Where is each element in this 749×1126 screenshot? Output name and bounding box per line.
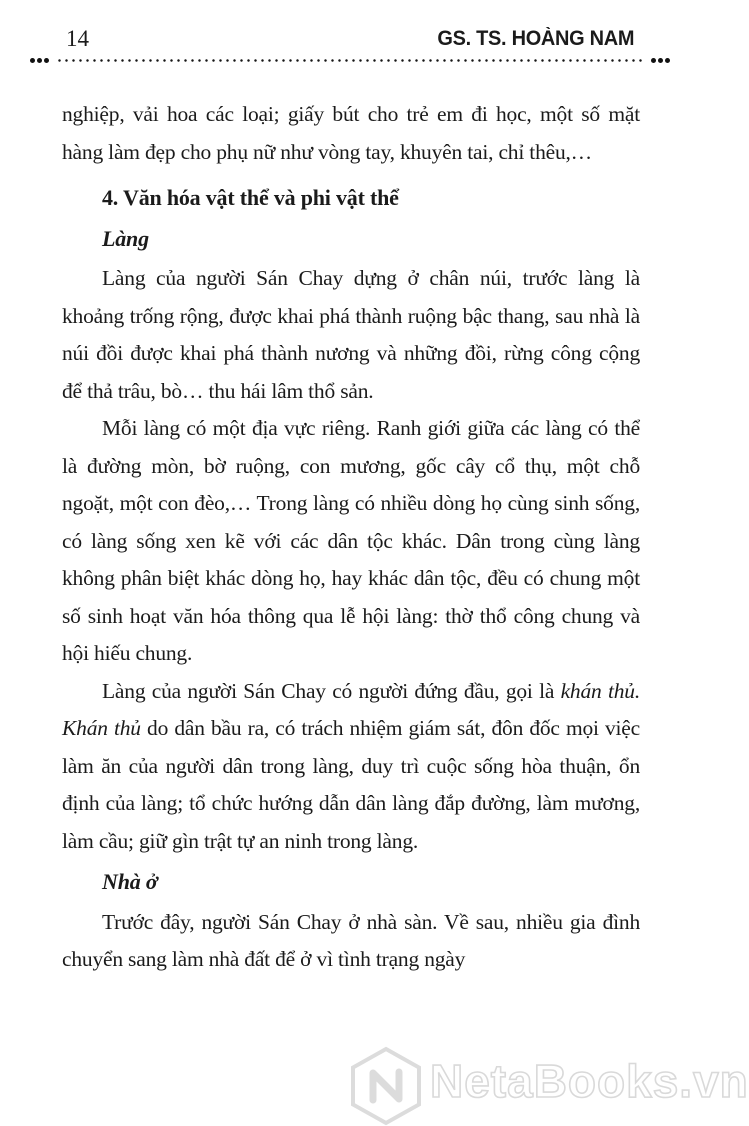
separator-left-dots-icon — [30, 58, 49, 63]
term-khan-thu: khán thủ. Khán thủ — [62, 678, 640, 740]
paragraph-nha-1: Trước đây, người Sán Chay ở nhà sàn. Về sau, nhiều gia đình chuyển sang làm nhà đất để ở vì tình trạng ngày — [62, 909, 640, 971]
paragraph-intro-continued: nghiệp, vải hoa các loại; giấy bút cho trẻ em đi học, một số mặt hàng làm đẹp cho phụ nữ như vòng tay, khuyên tai, chỉ thêu,… — [62, 102, 640, 164]
paragraph-lang-3 — [62, 673, 640, 861]
netabooks-hexagon-logo-icon — [348, 1046, 424, 1126]
sub-heading-nha-o: Nhà ở — [102, 869, 158, 894]
watermark — [348, 1046, 749, 1126]
page-body-text — [62, 96, 640, 979]
running-header — [0, 0, 700, 52]
sub-heading-lang: Làng — [102, 225, 149, 251]
paragraph-lang-3-post: do dân bầu ra, có trách nhiệm giám sát, đôn đốc mọi việc làm ăn của người dân trong làng, duy trì cuộc sống hòa thuận, ổn định của làng; tổ chức hướng dẫn dân làng đắp đường, làm mương, làm cầu; giữ gìn trật tự an ninh trong làng. — [62, 716, 640, 853]
watermark-text: NetaBooks.vn — [430, 1055, 749, 1107]
separator-right-dots-icon — [651, 58, 670, 63]
paragraph-lang-2: Mỗi làng có một địa vực riêng. Ranh giới giữa các làng có thể là đường mòn, bờ ruộng, con mương, gốc cây cổ thụ, một chỗ ngoặt, một con đèo,… Trong làng có nhiều dòng họ cùng sinh sống, có làng sống xen kẽ với các dân tộc khác. Dân trong cùng làng không phân biệt khác dòng họ, hay khác dân tộc, đều có chung một số sinh hoạt văn hóa thông qua lễ hội làng: thờ thổ công chung và hội hiếu chung. — [62, 416, 640, 665]
section-heading: 4. Văn hóa vật thể và phi vật thể — [102, 185, 399, 210]
paragraph-lang-1: Làng của người Sán Chay dựng ở chân núi, trước làng là khoảng trống rộng, được khai phá thành ruộng bậc thang, sau nhà là núi đồi được khai phá thành nương và những đồi, rừng công cộng để thả trâu, bò… thu hái lâm thổ sản. — [62, 266, 640, 403]
paragraph-lang-3-pre: Làng của người Sán Chay có người đứng đầu, gọi là — [102, 678, 561, 703]
page-number: 14 — [66, 26, 89, 51]
running-title-author: GS. TS. HOÀNG NAM — [437, 27, 634, 50]
separator-dotted-line — [56, 59, 644, 62]
dotted-separator — [30, 56, 670, 64]
